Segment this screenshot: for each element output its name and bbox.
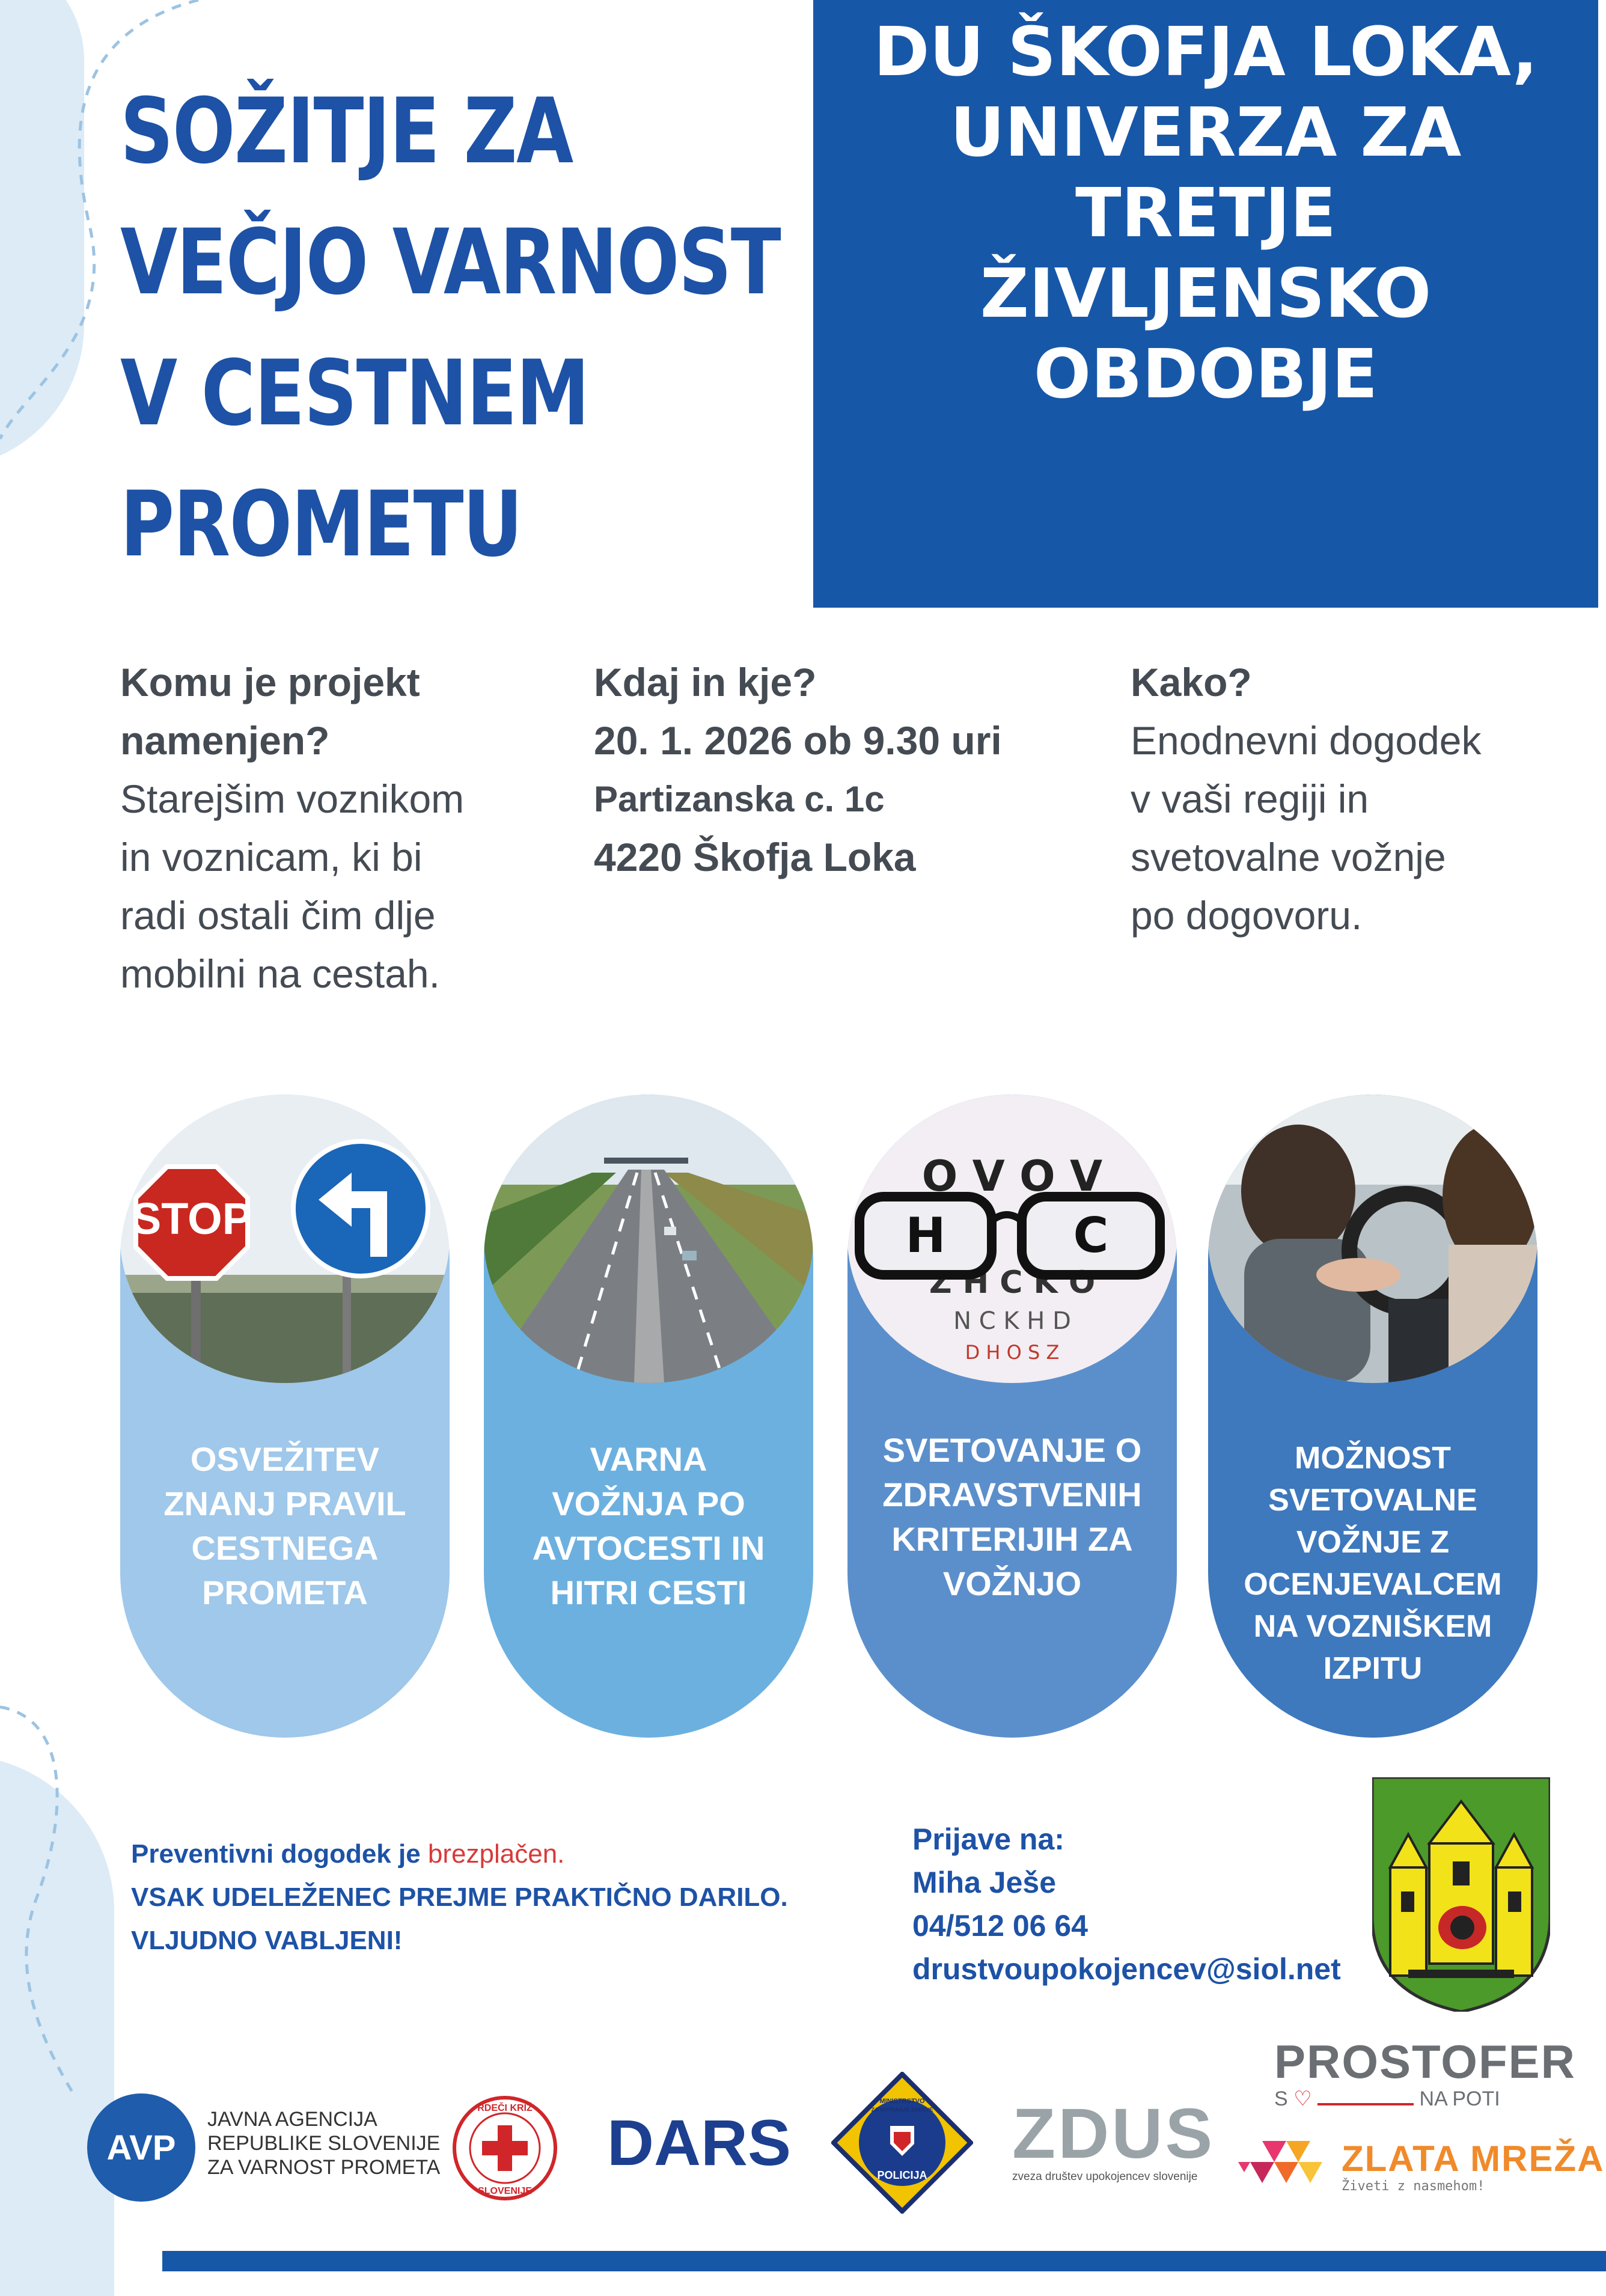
info-how: Kako? Enodnevni dogodek v vaši regiji in svetovalne vožnje po dogovoru.: [1131, 660, 1482, 938]
dars-logo: DARS: [607, 2106, 792, 2179]
svg-text:RDEČI KRIŽ: RDEČI KRIŽ: [477, 2103, 533, 2113]
eye-chart-photo: [847, 1095, 1177, 1383]
red-cross-logo: [452, 2095, 558, 2201]
bottom-bar: [162, 2251, 1606, 2271]
organizer-banner: DU ŠKOFJA LOKA, UNIVERZA ZA TRETJE ŽIVLJENSKO OBDOBJE: [813, 0, 1598, 608]
info-when-where: Kdaj in kje? 20. 1. 2026 ob 9.30 uri Partizanska c. 1c 4220 Škofja Loka: [594, 660, 1002, 879]
topic-card-traffic-rules: [120, 1095, 450, 1738]
driving-lesson-photo: [1208, 1095, 1537, 1383]
free-event-line: Preventivni dogodek je brezplačen.: [131, 1839, 565, 1869]
stop-sign-photo: [120, 1095, 450, 1383]
topic-label-traffic-rules: OSVEŽITEV ZNANJ PRAVIL CESTNEGA PROMETA: [163, 1440, 406, 1611]
highway-photo: [484, 1095, 813, 1383]
topic-label-health-criteria: SVETOVANJE O ZDRAVSTVENIH KRITERIJIH ZA VOŽNJO: [882, 1431, 1142, 1602]
zlata-mreza-mark: [1238, 2135, 1334, 2195]
info-who: Komu je projekt namenjen? Starejšim voznikom in voznicam, ki bi radi ostali čim dlje mobilni na cestah.: [120, 660, 465, 996]
topic-label-driving-with-examiner: MOŽNOST SVETOVALNE VOŽNJE Z OCENJEVALCEM NA VOZNIŠKEM IZPITU: [1244, 1441, 1502, 1686]
phone-number[interactable]: 04/512 06 64: [912, 1909, 1088, 1943]
prostofer-logo: PROSTOFER S ♡ NA POTI: [1274, 2035, 1576, 2110]
svg-text:ZA NOTRANJE ZADEVE: ZA NOTRANJE ZADEVE: [871, 2107, 933, 2113]
heart-icon: ♡: [1293, 2087, 1312, 2110]
topic-card-highway-driving: [484, 1095, 813, 1738]
zdus-logo: ZDUS zveza društev upokojencev slovenije: [1012, 2094, 1215, 2183]
svg-text:MINISTRSTVO: MINISTRSTVO: [879, 2098, 925, 2105]
avp-logo-text: JAVNA AGENCIJA REPUBLIKE SLOVENIJE ZA VARNOST PROMETA: [207, 2108, 441, 2179]
police-logo: [831, 2072, 973, 2214]
zlata-mreza-logo: ZLATA MREŽA Živeti z nasmehom!: [1342, 2139, 1605, 2194]
page-title: SOŽITJE ZA VEČJO VARNOST V CESTNEM PROMETU: [120, 79, 781, 577]
svg-text:C: C: [1073, 1208, 1109, 1263]
svg-text:AVP: AVP: [106, 2128, 176, 2167]
svg-text:H: H: [905, 1208, 946, 1263]
svg-text:Z H C K O: Z H C K O: [929, 1265, 1096, 1301]
event-notice: Preventivni dogodek je brezplačen. VSAK UDELEŽENEC PREJME PRAKTIČNO DARILO. VLJUDNO VABLJENI!: [131, 1833, 788, 1962]
svg-text:O V O V: O V O V: [921, 1152, 1103, 1201]
skofja-loka-coat-of-arms: [1372, 1777, 1550, 2012]
svg-text:STOP: STOP: [131, 1194, 252, 1244]
avp-logo-mark: [86, 2092, 197, 2203]
svg-text:N C K H D: N C K H D: [953, 1307, 1071, 1335]
registration-info: Prijave na: Miha Ješe 04/512 06 64 drustvoupokojencev@siol.net: [912, 1818, 1341, 1991]
topic-card-driving-with-examiner: [1208, 1095, 1537, 1738]
svg-text:POLICIJA: POLICIJA: [877, 2169, 927, 2181]
topic-card-health-criteria: [847, 1095, 1177, 1738]
svg-text:D H O S Z: D H O S Z: [965, 1341, 1060, 1364]
svg-text:SLOVENIJE: SLOVENIJE: [478, 2186, 532, 2196]
topic-label-highway-driving: VARNA VOŽNJA PO AVTOCESTI IN HITRI CESTI: [532, 1440, 765, 1611]
email-link[interactable]: drustvoupokojencev@siol.net: [912, 1952, 1341, 1986]
